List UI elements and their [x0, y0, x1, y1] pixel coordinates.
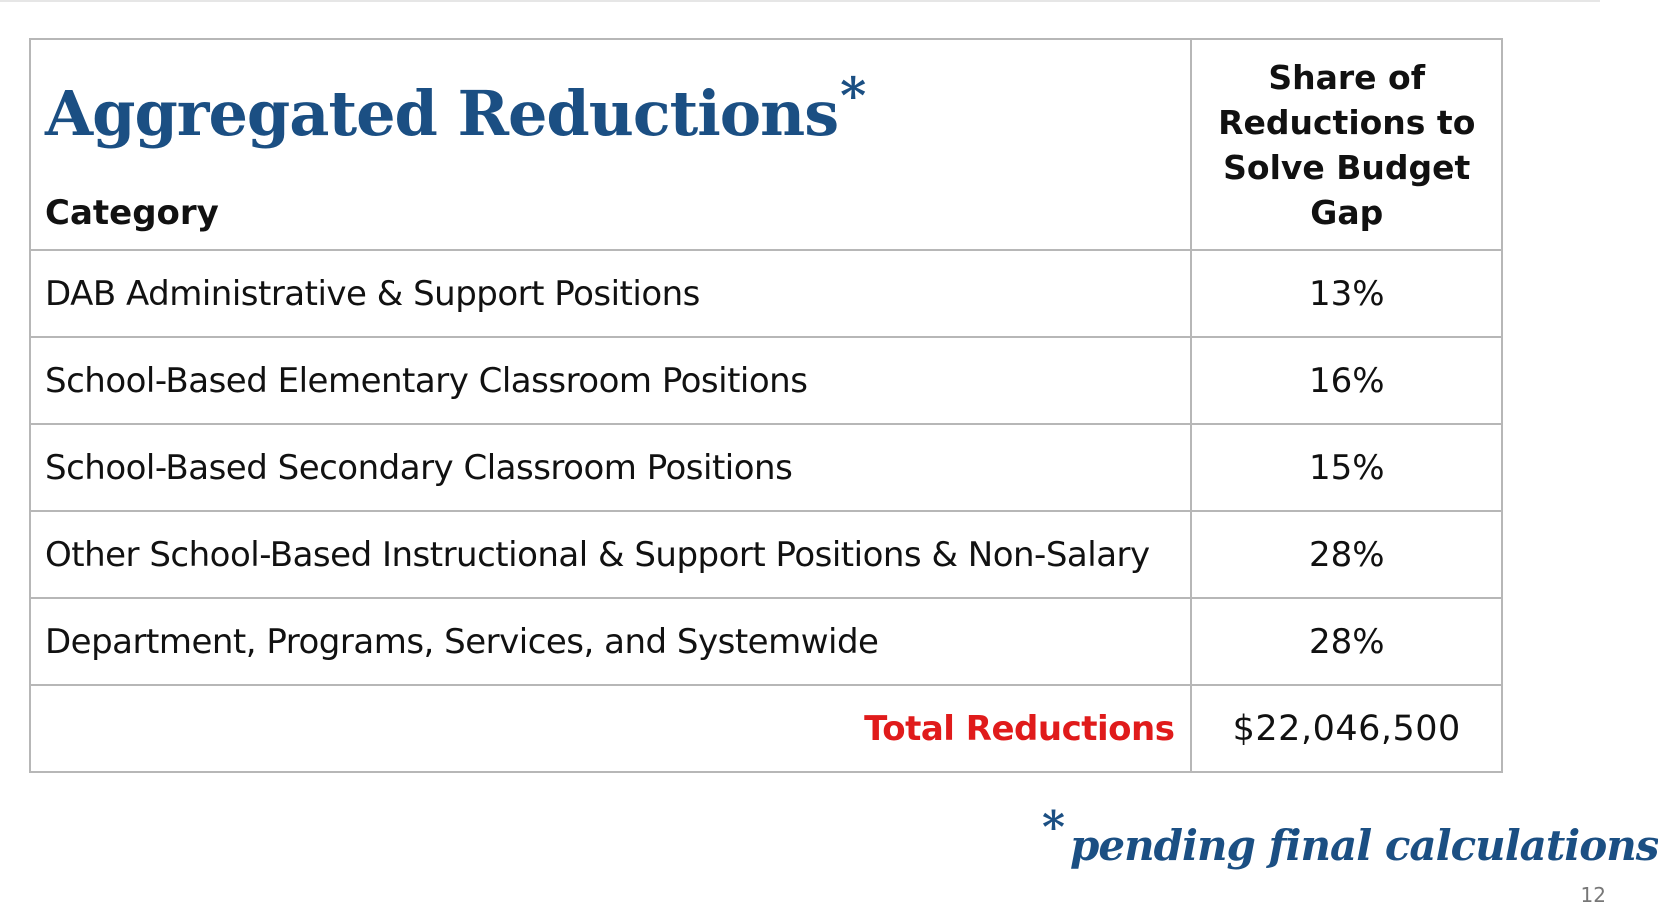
page-title	[45, 66, 865, 150]
title-text: Aggregated Reductions	[45, 77, 839, 150]
category-cell: DAB Administrative & Support Positions	[30, 250, 1191, 337]
table-header-row	[30, 39, 1502, 250]
page-number: 12	[1580, 883, 1606, 907]
category-cell: School-Based Secondary Classroom Positions	[30, 424, 1191, 511]
share-cell: 16%	[1191, 337, 1502, 424]
reductions-table	[29, 38, 1503, 773]
total-value: $22,046,500	[1191, 685, 1502, 772]
total-label: Total Reductions	[30, 685, 1191, 772]
title-cell	[30, 39, 1191, 250]
table-row	[30, 424, 1502, 511]
footnote-asterisk: *	[1042, 802, 1065, 853]
title-asterisk: *	[840, 66, 866, 125]
top-edge-line	[0, 0, 1600, 2]
table-row	[30, 250, 1502, 337]
table-row	[30, 511, 1502, 598]
table-row	[30, 337, 1502, 424]
category-column-header: Category	[45, 193, 219, 233]
share-cell: 15%	[1191, 424, 1502, 511]
footnote-text: pending final calculations	[1070, 821, 1658, 870]
category-cell: Other School-Based Instructional & Support Positions & Non-Salary	[30, 511, 1191, 598]
share-column-header: Share of Reductions to Solve Budget Gap	[1191, 39, 1502, 250]
table-row	[30, 598, 1502, 685]
footnote	[1042, 802, 1658, 871]
total-row	[30, 685, 1502, 772]
category-cell: Department, Programs, Services, and Systemwide	[30, 598, 1191, 685]
share-cell: 28%	[1191, 598, 1502, 685]
category-cell: School-Based Elementary Classroom Positions	[30, 337, 1191, 424]
share-cell: 13%	[1191, 250, 1502, 337]
share-cell: 28%	[1191, 511, 1502, 598]
